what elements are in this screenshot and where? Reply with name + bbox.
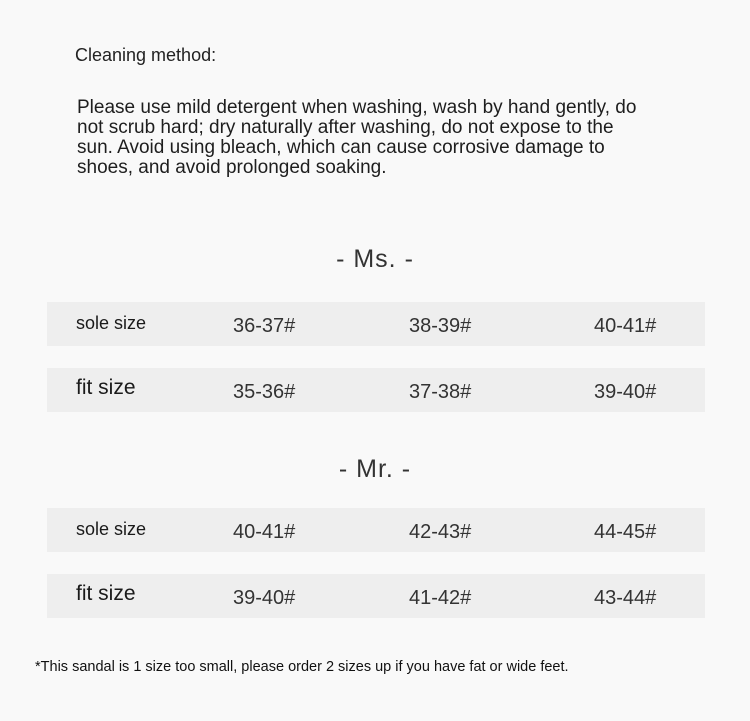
size-cell: 44-45# (594, 521, 657, 543)
size-cell: 43-44# (594, 587, 657, 609)
men-section-title: - Mr. - (338, 455, 412, 483)
row-label: fit size (76, 582, 136, 605)
row-label: sole size (76, 519, 147, 539)
size-cell: 41-42# (409, 587, 472, 609)
women-fit-size-row (47, 368, 705, 412)
size-cell: 40-41# (594, 315, 657, 337)
row-label: fit size (76, 376, 136, 399)
size-cell: 36-37# (233, 315, 296, 337)
size-cell: 39-40# (233, 587, 296, 609)
cleaning-method-label: Cleaning method: (75, 45, 217, 65)
sizing-note: *This sandal is 1 size too small, please order 2 sizes up if you have fat or wide feet. (35, 659, 569, 675)
cleaning-instructions: Please use mild detergent when washing, wash by hand gently, do not scrub hard; dry naturally after washing, do not expose to the sun. Avoid using bleach, which can cause corrosive damage to shoes, and avoid prolonged soaking. (77, 97, 637, 178)
men-fit-size-row (47, 574, 705, 618)
size-cell: 39-40# (594, 381, 657, 403)
women-section-title: - Ms. - (336, 245, 414, 273)
size-cell: 37-38# (409, 381, 472, 403)
size-cell: 42-43# (409, 521, 472, 543)
size-cell: 38-39# (409, 315, 472, 337)
row-label: sole size (76, 313, 147, 333)
size-cell: 40-41# (233, 521, 296, 543)
size-cell: 35-36# (233, 381, 296, 403)
women-sole-size-row (47, 302, 705, 346)
men-sole-size-row (47, 508, 705, 552)
